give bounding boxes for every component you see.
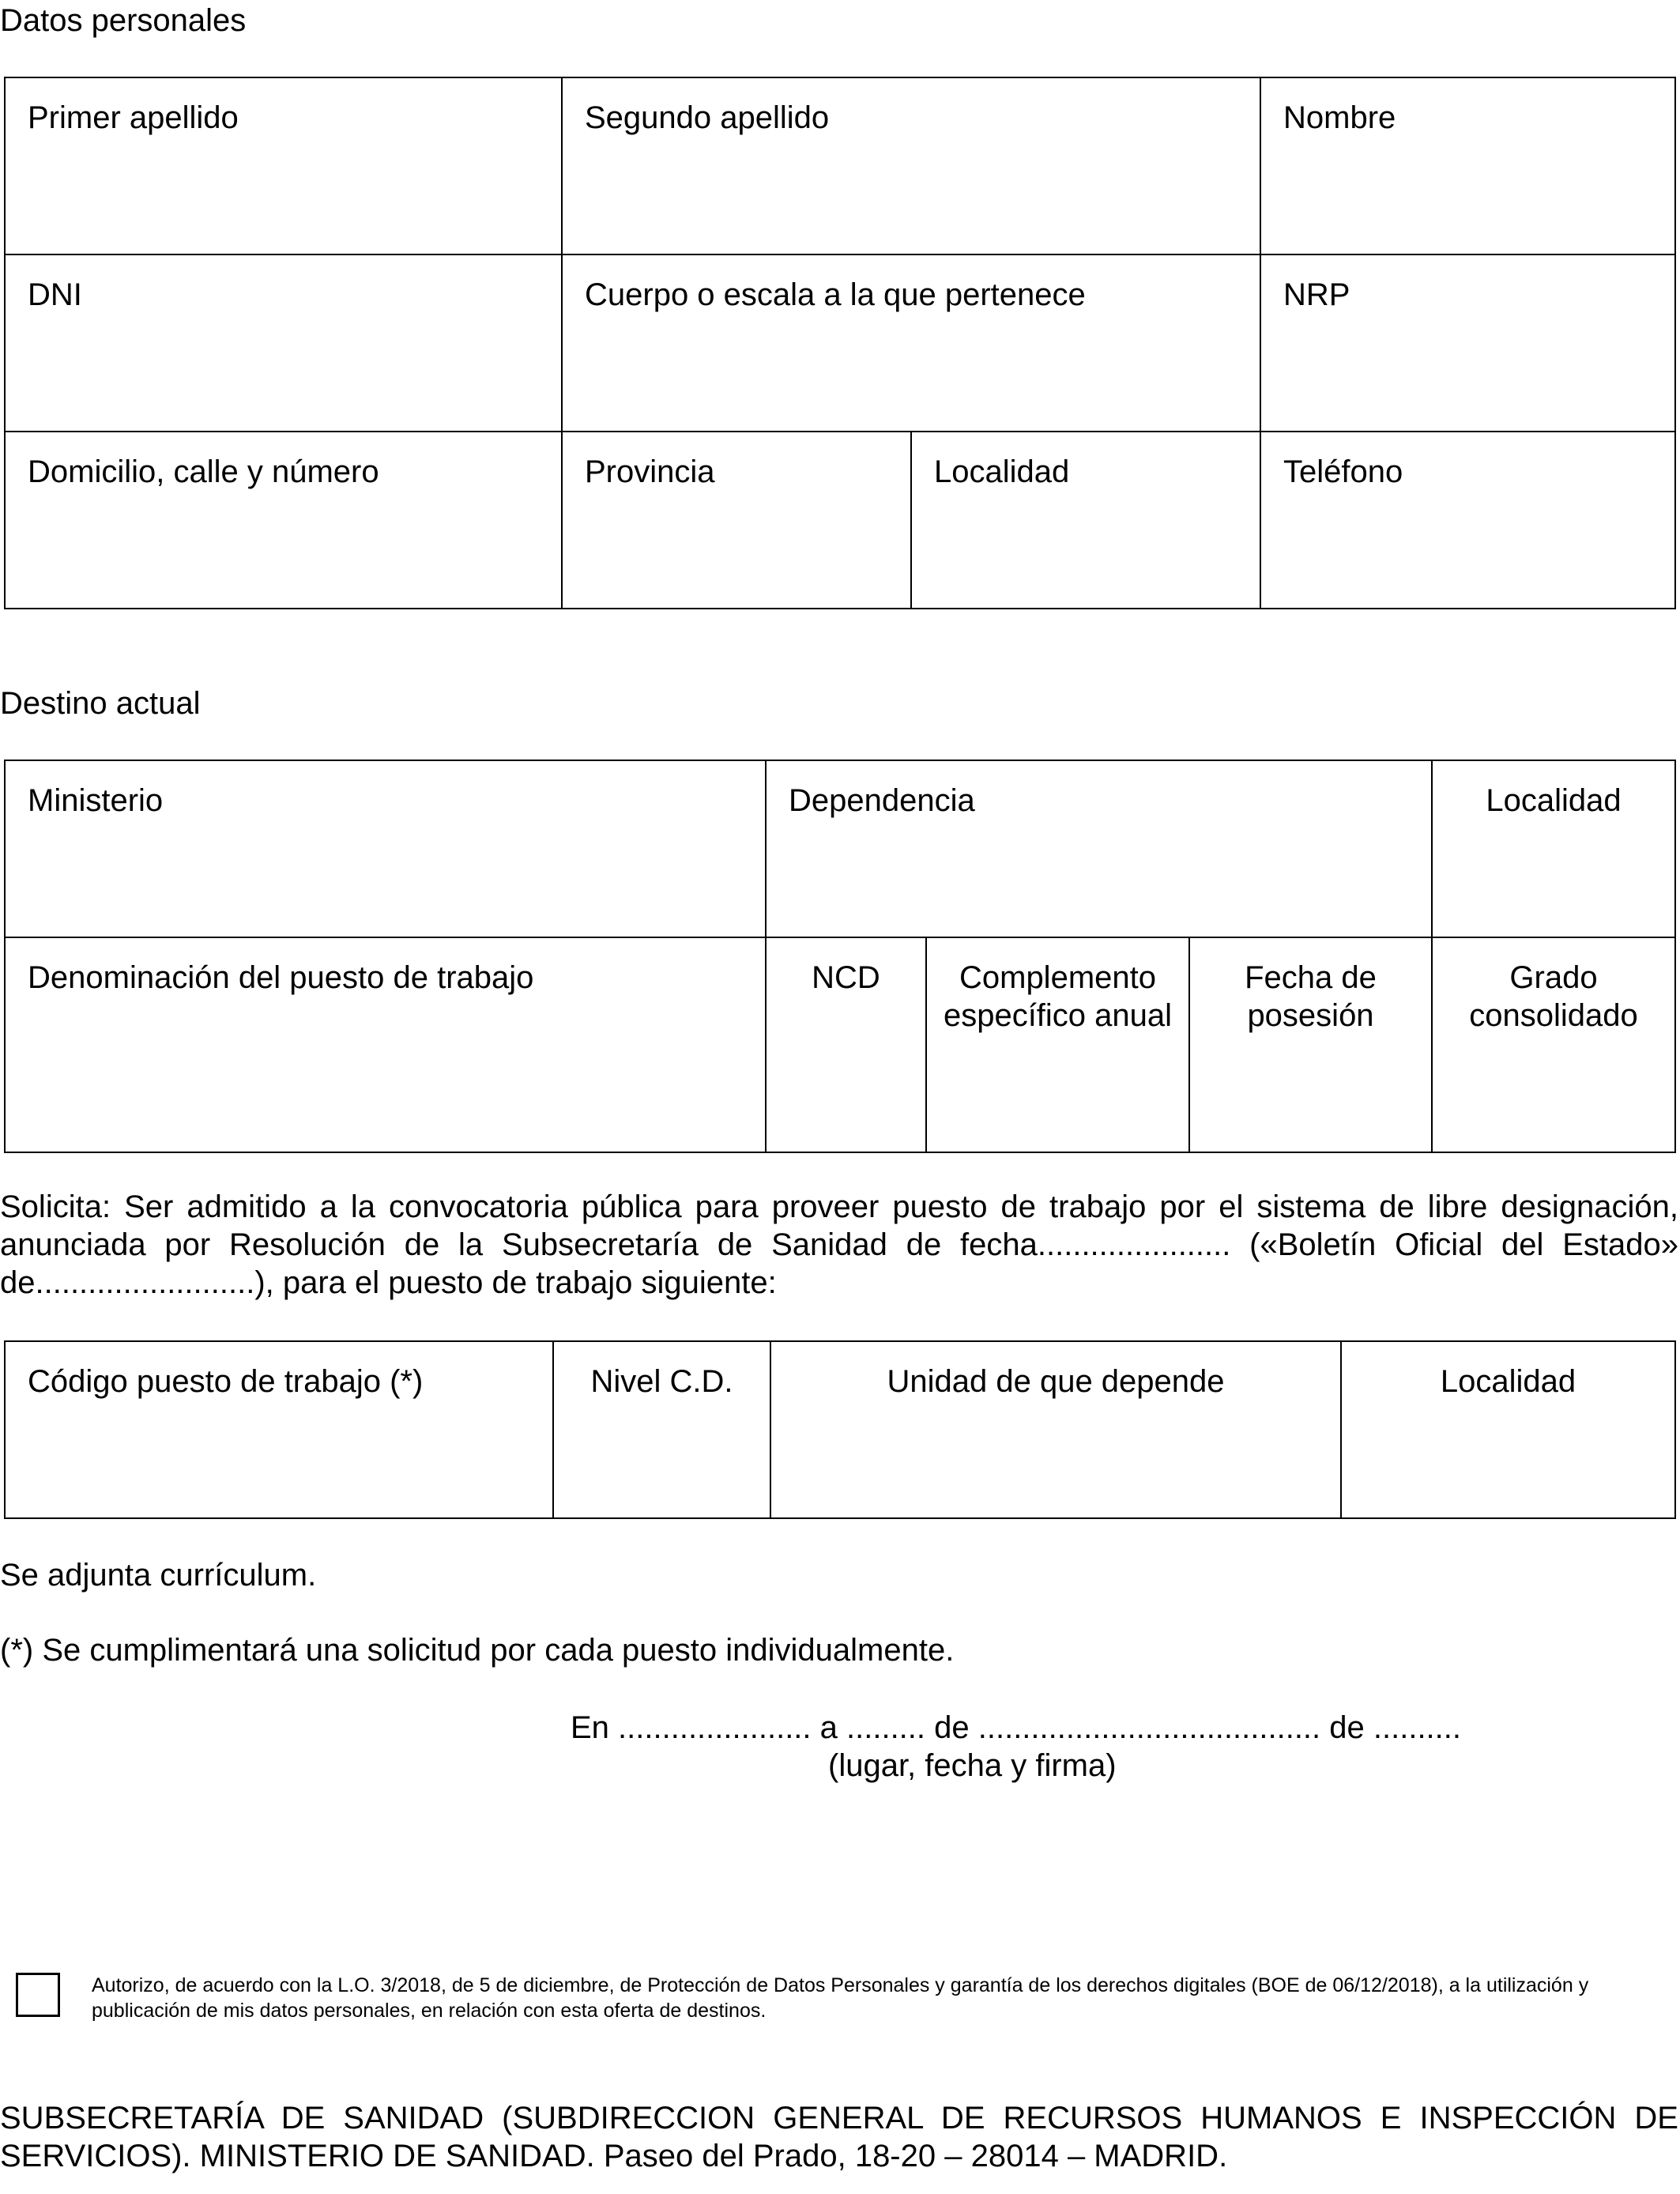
primer-apellido-label: Primer apellido — [28, 100, 239, 135]
complemento-label: Complemento específico anual — [943, 960, 1173, 1033]
dni-cell[interactable] — [5, 254, 562, 432]
unidad-input[interactable] — [778, 1407, 1337, 1456]
section-title-destino-actual: Destino actual — [0, 686, 201, 721]
codigo-puesto-cell[interactable] — [5, 1341, 553, 1518]
autorizacion-checkbox[interactable] — [16, 1973, 60, 2017]
dependencia-cell[interactable] — [766, 760, 1432, 937]
unidad-label: Unidad de que depende — [887, 1364, 1225, 1399]
cuerpo-input[interactable] — [585, 320, 1263, 369]
section-title-datos-personales: Datos personales — [0, 3, 247, 38]
nombre-cell[interactable] — [1260, 77, 1675, 254]
grado-cell[interactable] — [1432, 937, 1675, 1152]
firma-linea: En ...................... a ......... de ....................................... de .......... — [571, 1710, 1462, 1745]
ministerio-label: Ministerio — [28, 783, 164, 818]
destino-localidad-cell[interactable] — [1432, 760, 1675, 937]
dependencia-label: Dependencia — [789, 783, 975, 818]
dni-input[interactable] — [28, 320, 564, 369]
provincia-label: Provincia — [585, 454, 715, 489]
provincia-input[interactable] — [585, 497, 913, 546]
autorizacion-text: Autorizo, de acuerdo con la L.O. 3/2018, de 5 de diciembre, de Protección de Datos Personales y garantía de los derechos digitales (BOE de 06/12/2018), a la utilización y publicación de mis datos personales, en relación con esta oferta de destinos. — [92, 1974, 1589, 2022]
solicita-paragraph: Solicita: Ser admitido a la convocatoria pública para proveer puesto de trabajo por el sistema de libre designación, anunciada por Resolución de la Subsecretaría de Sanidad de fecha...................... («Boletín Oficial del Estado» de.........................), para el puesto de trabajo siguiente: — [0, 1189, 1678, 1300]
localidad-cell[interactable] — [911, 432, 1260, 609]
telefono-label: Teléfono — [1283, 454, 1403, 489]
primer-apellido-cell[interactable] — [5, 77, 562, 254]
codigo-puesto-label: Código puesto de trabajo (*) — [28, 1364, 424, 1399]
puesto-table — [4, 1340, 1676, 1519]
telefono-input[interactable] — [1283, 497, 1678, 546]
nota-asterisco-text: (*) Se cumplimentará una solicitud por cada puesto individualmente. — [0, 1633, 955, 1668]
ncd-label: NCD — [812, 960, 880, 995]
domicilio-label: Domicilio, calle y número — [28, 454, 379, 489]
puesto-localidad-input[interactable] — [1348, 1407, 1671, 1456]
denominacion-cell[interactable] — [5, 937, 766, 1152]
localidad-input[interactable] — [934, 497, 1263, 546]
personal-data-table — [4, 77, 1676, 609]
telefono-cell[interactable] — [1260, 432, 1675, 609]
segundo-apellido-cell[interactable] — [562, 77, 1260, 254]
primer-apellido-input[interactable] — [28, 143, 564, 192]
ministerio-cell[interactable] — [5, 760, 766, 937]
adjunta-curriculum-text: Se adjunta currículum. — [0, 1558, 317, 1593]
puesto-localidad-label: Localidad — [1440, 1364, 1576, 1399]
nrp-cell[interactable] — [1260, 254, 1675, 432]
segundo-apellido-input[interactable] — [585, 143, 1263, 192]
segundo-apellido-label: Segundo apellido — [585, 100, 830, 135]
firma-pie: (lugar, fecha y firma) — [828, 1748, 1117, 1783]
provincia-cell[interactable] — [562, 432, 911, 609]
destino-actual-table — [4, 760, 1676, 1153]
nrp-label: NRP — [1283, 277, 1350, 312]
nivel-cd-label: Nivel C.D. — [590, 1364, 733, 1399]
fecha-posesion-cell[interactable] — [1189, 937, 1432, 1152]
codigo-puesto-input[interactable] — [28, 1407, 556, 1456]
nombre-input[interactable] — [1283, 143, 1678, 192]
domicilio-input[interactable] — [28, 497, 564, 546]
dni-label: DNI — [28, 277, 82, 312]
domicilio-cell[interactable] — [5, 432, 562, 609]
puesto-localidad-cell[interactable] — [1341, 1341, 1675, 1518]
footer-address: SUBSECRETARÍA DE SANIDAD (SUBDIRECCION GENERAL DE RECURSOS HUMANOS E INSPECCIÓN DE SERVICIOS). MINISTERIO DE SANIDAD. Paseo del Prado, 18-20 – 28014 – MADRID. — [0, 2101, 1678, 2173]
nivel-cd-cell[interactable] — [553, 1341, 770, 1518]
denominacion-input[interactable] — [28, 1003, 768, 1052]
nombre-label: Nombre — [1283, 100, 1396, 135]
denominacion-label: Denominación del puesto de trabajo — [28, 960, 534, 995]
nivel-cd-input[interactable] — [560, 1407, 767, 1456]
localidad-label: Localidad — [934, 454, 1070, 489]
destino-localidad-input[interactable] — [1439, 826, 1671, 875]
dependencia-input[interactable] — [789, 826, 1434, 875]
cuerpo-cell[interactable] — [562, 254, 1260, 432]
ncd-cell[interactable] — [766, 937, 926, 1152]
cuerpo-label: Cuerpo o escala a la que pertenece — [585, 277, 1086, 312]
grado-label: Grado consolidado — [1469, 960, 1638, 1033]
complemento-cell[interactable] — [926, 937, 1189, 1152]
nrp-input[interactable] — [1283, 320, 1678, 369]
ministerio-input[interactable] — [28, 826, 768, 875]
unidad-cell[interactable] — [770, 1341, 1341, 1518]
destino-localidad-label: Localidad — [1486, 783, 1622, 818]
fecha-posesion-label: Fecha de posesión — [1245, 960, 1377, 1033]
